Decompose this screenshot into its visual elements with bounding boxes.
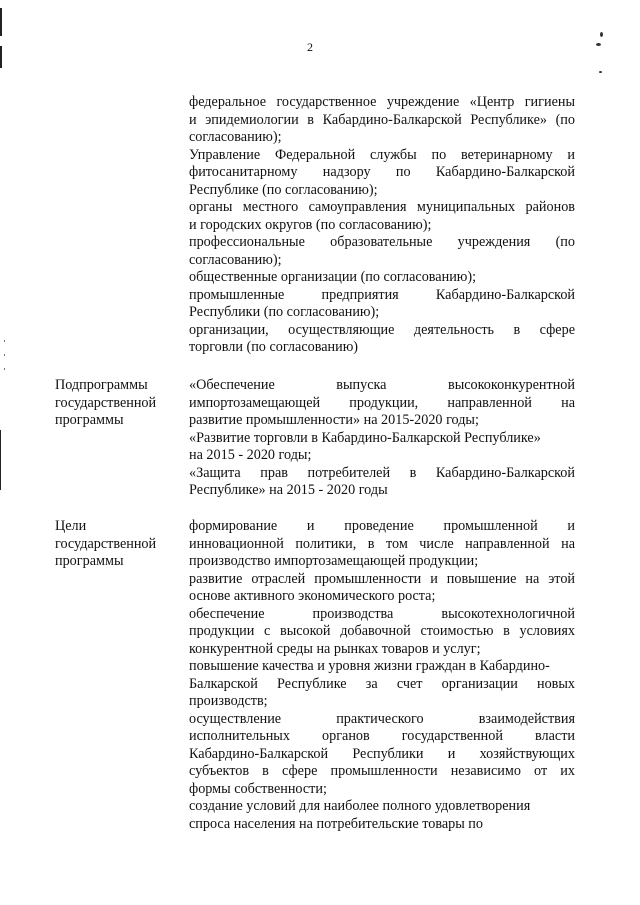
text-line: развитие промышленности» на 2015-2020 годы; [189,412,479,428]
scan-margin-mark [0,8,2,36]
text-line: создание условий для наиболее полного удовлетворения [189,798,531,814]
scan-margin-mark [0,430,1,490]
text-line: общественные организации (по согласованию); [189,269,477,285]
goals-label [55,518,180,571]
text-line: Балкарской Республике за счет организации новых [189,675,575,692]
text-line: повышение качества и уровня жизни граждан в Кабардино- [189,658,550,674]
text-line: согласованию); [189,251,282,268]
scan-margin-mark [4,340,5,342]
text-line: и городских округов (по согласованию); [189,216,432,233]
scan-margin-mark [4,354,5,356]
text-line: спроса населения на потребительские товары по [189,815,483,832]
text-line: осуществление практического взаимодействия [189,710,575,727]
text-line: федеральное государственное учреждение «Центр гигиены [189,94,575,110]
label-line: программы [55,412,124,428]
text-line: продукции с высокой добавочной стоимостью в условиях [189,623,575,639]
text-line: организации, осуществляющие деятельность в сфере [189,321,575,338]
text-line: профессиональные образовательные учреждения (по [189,234,575,250]
subprograms-list [189,377,575,500]
goals-list [189,518,575,833]
text-line: «Обеспечение выпуска высококонкурентной [189,377,575,393]
text-line: инновационной политики, в том числе направленной на [189,535,575,552]
text-line: субъектов в сфере промышленности независимо от их [189,763,575,779]
text-line: Республике (по согласованию); [189,181,378,198]
text-line: Республике» на 2015 - 2020 годы [189,482,388,498]
scan-speck [599,71,602,73]
scan-margin-mark [4,368,5,370]
text-line: фитосанитарному надзору по Кабардино-Балкарской [189,164,575,180]
text-line: и эпидемиологии в Кабардино-Балкарской Республике» (по [189,111,575,128]
text-line: на 2015 - 2020 годы; [189,447,312,463]
text-line: формирование и проведение промышленной и [189,518,575,534]
subprograms-label [55,377,180,430]
label-line: государственной [55,394,157,411]
label-line: Подпрограммы [55,377,148,393]
text-line: Республики (по согласованию); [189,304,380,320]
text-line: «Развитие торговли в Кабардино-Балкарской Республике» [189,429,541,446]
participants-list [189,94,575,357]
text-line: согласованию); [189,129,282,145]
text-line: основе активного экономического роста; [189,588,436,604]
scan-speck [600,32,603,37]
text-line: Управление Федеральной службы по ветеринарному и [189,146,575,163]
text-line: «Защита прав потребителей в Кабардино-Балкарской [189,464,575,481]
text-line: Кабардино-Балкарской Республики и хозяйствующих [189,745,575,762]
text-line: конкурентной среды на рынках товаров и услуг; [189,640,481,657]
text-line: развитие отраслей промышленности и повышение на этой [189,570,575,587]
label-line: Цели [55,518,87,534]
label-line: программы [55,553,124,569]
text-line: производств; [189,693,268,709]
text-line: промышленные предприятия Кабардино-Балкарской [189,286,575,303]
text-line: формы собственности; [189,780,327,797]
text-line: производство импортозамещающей продукции; [189,553,479,569]
label-line: государственной [55,535,157,552]
text-line: исполнительных органов государственной власти [189,728,575,744]
text-line: обеспечение производства высокотехнологичной [189,605,575,622]
page-number: 2 [307,40,313,54]
text-line: импортозамещающей продукции, направленной на [189,394,575,411]
text-line: торговли (по согласованию) [189,339,359,355]
text-line: органы местного самоуправления муниципальных районов [189,199,575,215]
